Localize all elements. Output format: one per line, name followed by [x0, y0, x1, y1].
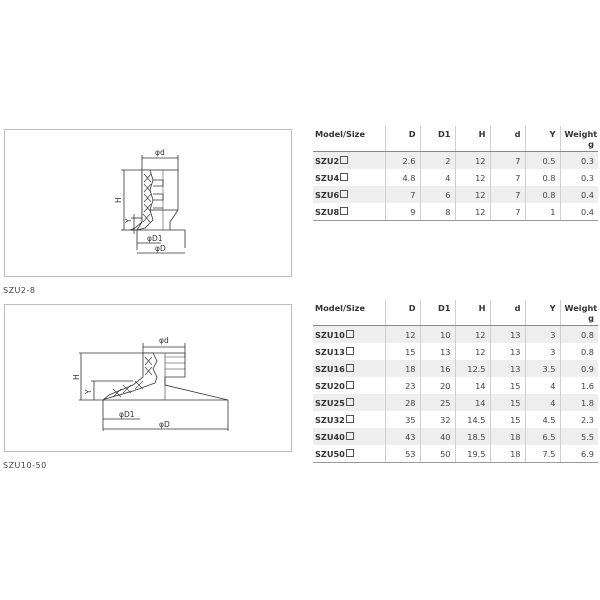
cell-d1: 50 [420, 445, 455, 463]
table-row [313, 445, 598, 463]
cell-d: 2.6 [385, 152, 420, 170]
cell-h: 12 [455, 169, 490, 186]
suction-cup-drawing-small [5, 130, 291, 276]
dim-label-h: H [114, 197, 123, 203]
cell-y: 0.8 [525, 186, 560, 203]
cell-y: 3 [525, 343, 560, 360]
cell-model: SZU13 [313, 343, 385, 360]
table-row [313, 377, 598, 394]
cell-d: 9 [385, 203, 420, 221]
cell-h: 12 [455, 186, 490, 203]
cell-h: 19.5 [455, 445, 490, 463]
cell-weight: 5.5 [560, 428, 598, 445]
cell-model: SZU50 [313, 445, 385, 463]
table-header-row [313, 300, 598, 326]
cell-h: 12.5 [455, 360, 490, 377]
header-h: H [455, 126, 490, 152]
cell-d1: 20 [420, 377, 455, 394]
spec-table-szu10-50 [313, 300, 598, 463]
header-model-size: Model/Size [313, 300, 385, 326]
caption-szu10-50: SZU10-50 [3, 461, 47, 470]
header-weight: Weight g [560, 300, 598, 326]
cell-d-inner: 13 [490, 343, 525, 360]
cell-model: SZU6 [313, 186, 385, 203]
cell-model: SZU8 [313, 203, 385, 221]
cell-d-inner: 7 [490, 203, 525, 221]
cell-model: SZU40 [313, 428, 385, 445]
cell-d1: 10 [420, 326, 455, 344]
cell-d-inner: 15 [490, 377, 525, 394]
cell-y: 4.5 [525, 411, 560, 428]
cell-y: 1 [525, 203, 560, 221]
cell-d: 28 [385, 394, 420, 411]
table-row [313, 169, 598, 186]
cell-d-inner: 7 [490, 169, 525, 186]
header-d-inner: d [490, 300, 525, 326]
header-weight: Weight g [560, 126, 598, 152]
cell-d-inner: 7 [490, 186, 525, 203]
cell-d1: 25 [420, 394, 455, 411]
cell-d1: 4 [420, 169, 455, 186]
cell-h: 14.5 [455, 411, 490, 428]
header-d-inner: d [490, 126, 525, 152]
cell-weight: 1.6 [560, 377, 598, 394]
table-header-row [313, 126, 598, 152]
table-row [313, 360, 598, 377]
cell-d1: 32 [420, 411, 455, 428]
table-row [313, 326, 598, 344]
cell-h: 12 [455, 343, 490, 360]
cell-d: 15 [385, 343, 420, 360]
cell-h: 12 [455, 152, 490, 170]
cell-d1: 8 [420, 203, 455, 221]
cell-weight: 6.9 [560, 445, 598, 463]
cell-d1: 40 [420, 428, 455, 445]
cell-y: 6.5 [525, 428, 560, 445]
header-y: Y [525, 300, 560, 326]
cell-d: 18 [385, 360, 420, 377]
cell-h: 14 [455, 394, 490, 411]
cell-d: 12 [385, 326, 420, 344]
header-d-outer: D [385, 300, 420, 326]
dim-label-bigd: φD [155, 244, 166, 253]
cell-h: 14 [455, 377, 490, 394]
header-h: H [455, 300, 490, 326]
dim-label-d1: φD1 [119, 410, 135, 419]
cell-y: 4 [525, 377, 560, 394]
cell-y: 3 [525, 326, 560, 344]
dim-label-d: φd [155, 148, 165, 157]
table-row [313, 411, 598, 428]
header-y: Y [525, 126, 560, 152]
cell-d1: 13 [420, 343, 455, 360]
dim-label-h: H [72, 374, 81, 380]
header-d1: D1 [420, 126, 455, 152]
cell-d-inner: 18 [490, 445, 525, 463]
cell-model: SZU32 [313, 411, 385, 428]
cell-d1: 2 [420, 152, 455, 170]
cell-y: 0.5 [525, 152, 560, 170]
cell-d: 7 [385, 186, 420, 203]
cell-d: 53 [385, 445, 420, 463]
suction-cup-drawing-large [5, 305, 291, 451]
cell-weight: 0.8 [560, 343, 598, 360]
cell-weight: 0.4 [560, 186, 598, 203]
cell-y: 0.8 [525, 169, 560, 186]
cell-model: SZU16 [313, 360, 385, 377]
cell-d-inner: 13 [490, 360, 525, 377]
cell-h: 12 [455, 326, 490, 344]
table-row [313, 428, 598, 445]
cell-h: 12 [455, 203, 490, 221]
cell-model: SZU4 [313, 169, 385, 186]
cell-d-inner: 13 [490, 326, 525, 344]
cell-d-inner: 18 [490, 428, 525, 445]
spec-table-szu2-8 [313, 126, 598, 221]
header-d1: D1 [420, 300, 455, 326]
dim-label-d1: φD1 [147, 234, 163, 243]
header-d-outer: D [385, 126, 420, 152]
cell-d1: 6 [420, 186, 455, 203]
cell-d1: 16 [420, 360, 455, 377]
cell-h: 18.5 [455, 428, 490, 445]
cell-weight: 0.4 [560, 203, 598, 221]
cell-weight: 0.3 [560, 152, 598, 170]
table-row [313, 186, 598, 203]
cell-model: SZU20 [313, 377, 385, 394]
table-row [313, 394, 598, 411]
cell-d-inner: 7 [490, 152, 525, 170]
cell-model: SZU10 [313, 326, 385, 344]
cell-model: SZU2 [313, 152, 385, 170]
header-model-size: Model/Size [313, 126, 385, 152]
dim-label-y: Y [124, 218, 133, 223]
table-row [313, 343, 598, 360]
cell-d: 43 [385, 428, 420, 445]
dim-label-bigd: φD [159, 420, 170, 429]
cell-weight: 0.3 [560, 169, 598, 186]
cell-y: 3.5 [525, 360, 560, 377]
cell-d: 4.8 [385, 169, 420, 186]
cell-model: SZU25 [313, 394, 385, 411]
cell-weight: 0.9 [560, 360, 598, 377]
table-row [313, 203, 598, 221]
cell-y: 4 [525, 394, 560, 411]
cell-d: 35 [385, 411, 420, 428]
cell-d: 23 [385, 377, 420, 394]
table-row [313, 152, 598, 170]
cell-d-inner: 15 [490, 394, 525, 411]
cell-d-inner: 15 [490, 411, 525, 428]
cell-weight: 1.8 [560, 394, 598, 411]
cell-weight: 2.3 [560, 411, 598, 428]
dim-label-y: Y [84, 389, 93, 394]
diagram-panel-szu2-8 [4, 129, 292, 277]
diagram-panel-szu10-50 [4, 304, 292, 452]
cell-weight: 0.8 [560, 326, 598, 344]
cell-y: 7.5 [525, 445, 560, 463]
dim-label-d: φd [159, 336, 169, 345]
caption-szu2-8: SZU2-8 [3, 286, 36, 295]
